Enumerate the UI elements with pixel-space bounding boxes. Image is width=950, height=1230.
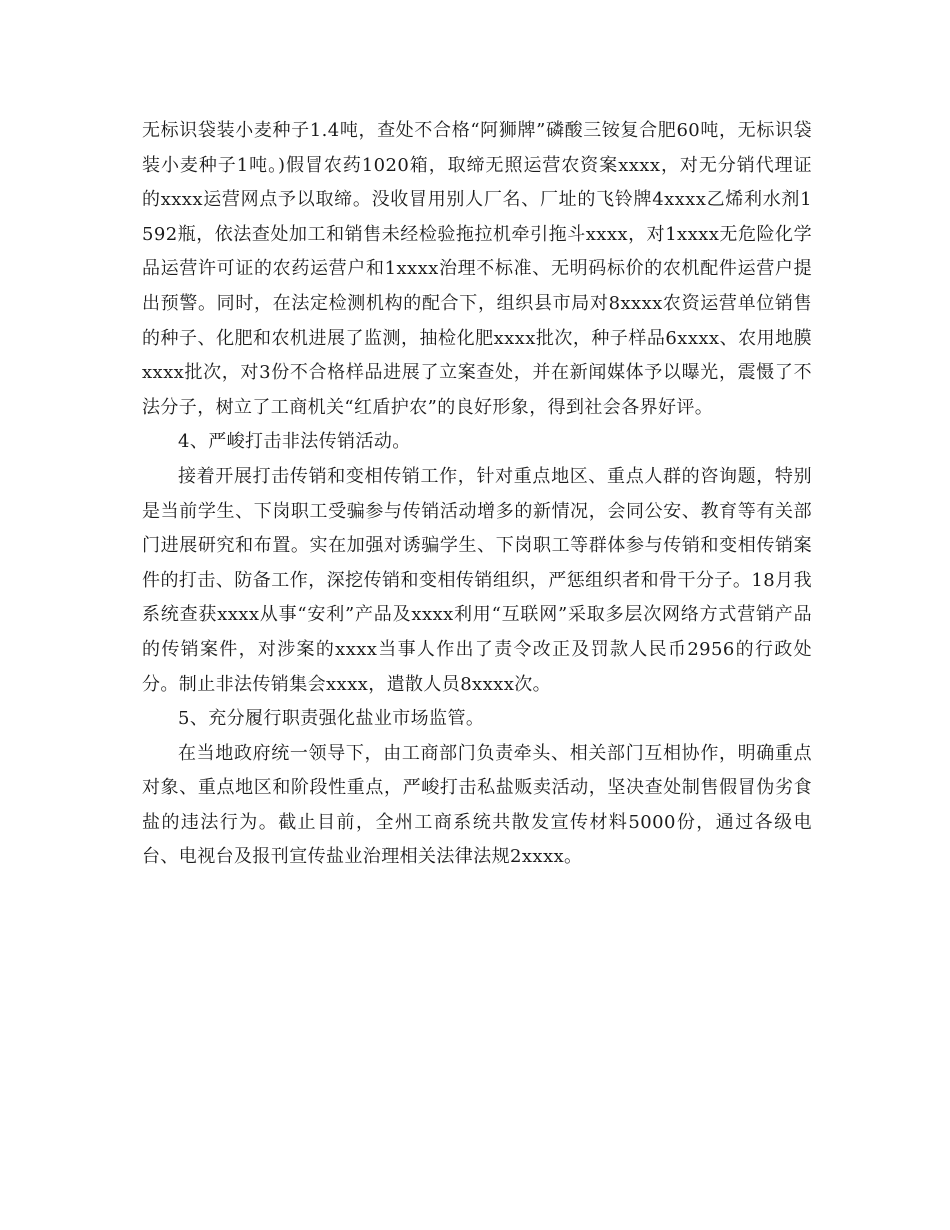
document-body	[142, 114, 812, 875]
paragraph-salt-market: 在当地政府统一领导下，由工商部门负责牵头、相关部门互相协作，明确重点对象、重点地区和阶段性重点，严峻打击私盐贩卖活动，坚决查处制售假冒伪劣食盐的违法行为。截止目前，全州工商系统共散发宣传材料5000份，通过各级电台、电视台及报刊宣传盐业治理相关法律法规2xxxx。	[142, 742, 812, 868]
paragraph-agri-enforcement: 无标识袋装小麦种子1.4吨，查处不合格“阿狮牌”磷酸三铵复合肥60吨，无标识袋装小麦种子1吨。)假冒农药1020箱，取缔无照运营农资案xxxx，对无分销代理证的xxxx运营网点予以取缔。没收冒用别人厂名、厂址的飞铃牌4xxxx乙烯利水剂1592瓶，依法查处加工和销售未经检验拖拉机牵引拖斗xxxx，对1xxxx无危险化学品运营许可证的农药运营户和1xxxx治理不标准、无明码标价的农机配件运营户提出预警。同时，在法定检测机构的配合下，组织县市局对8xxxx农资运营单位销售的种子、化肥和农机进展了监测，抽检化肥xxxx批次，种子样品6xxxx、农用地膜xxxx批次，对3份不合格样品进展了立案查处，并在新闻媒体予以曝光，震慑了不法分子，树立了工商机关“红盾护农”的良好形象，得到社会各界好评。	[142, 120, 812, 418]
section-heading-salt-market: 5、充分履行职责强化盐业市场监管。	[178, 708, 485, 730]
paragraph-pyramid-selling: 接着开展打击传销和变相传销工作，针对重点地区、重点人群的咨询题，特别是当前学生、下岗职工受骗参与传销活动增多的新情况，会同公安、教育等有关部门进展研究和布置。实在加强对诱骗学生、下岗职工等群体参与传销和变相传销案件的打击、防备工作，深挖传销和变相传销组织，严惩组织者和骨干分子。18月我系统查获xxxx从事“安利”产品及xxxx利用“互联网”采取多层次网络方式营销产品的传销案件，对涉案的xxxx当事人作出了责令改正及罚款人民币2956的行政处分。制止非法传销集会xxxx，遣散人员8xxxx次。	[142, 465, 812, 695]
section-heading-pyramid-selling: 4、严峻打击非法传销活动。	[178, 431, 411, 453]
